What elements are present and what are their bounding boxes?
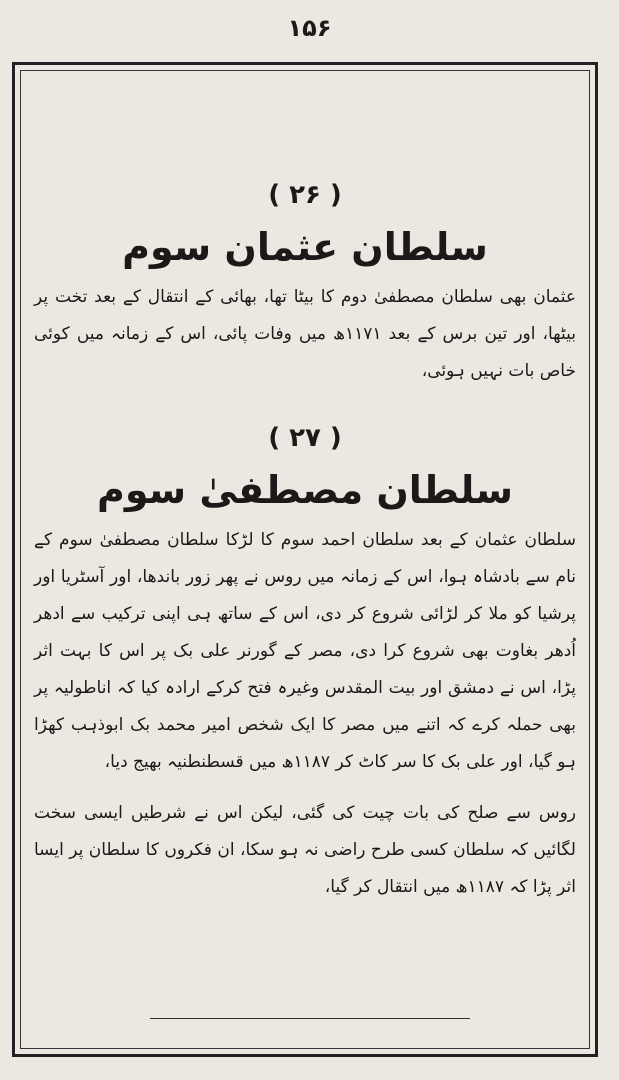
section-27 [30, 418, 580, 906]
paragraph: سلطان عثمان کے بعد سلطان احمد سوم کا لڑکا سلطان مصطفیٰ سوم کے نام سے بادشاہ ہوا، اس کے زمانہ میں روس نے پھر زور باندھا، اور آسٹریا اور پرشیا کو ملا کر لڑائی شروع کر دی، اس کے ساتھ ہی اپنی ترکیب سے ادھر اُدھر بغاوت بھی شروع کرا دی، مصر کے گورنر علی بک پر اس کا بہت اثر پڑا، اس نے دمشق اور بیت المقدس وغیرہ فتح کرکے ارادہ کیا کہ اناطولیہ پر بھی حملہ کرے کہ اتنے میں مصر کا ایک شخص امیر محمد بک ابوذہب کھڑا ہو گیا، اور علی بک کا سر کاٹ کر ۱۱۸۷ھ میں قسطنطنیہ بھیج دیا، [34, 530, 576, 772]
page-number: ۱۵۶ [287, 14, 332, 42]
section-title: سلطان مصطفیٰ سوم [97, 468, 513, 512]
section-number: ( ۲۶ ) [268, 180, 342, 210]
paragraph: عثمان بھی سلطان مصطفیٰ دوم کا بیٹا تھا، بھائی کے انتقال کے بعد تخت پر بیٹھا، اور تین برس کے بعد ۱۱۷۱ھ میں وفات پائی، اس کے زمانہ میں کوئی خاص بات نہیں ہوئی، [34, 287, 577, 381]
paragraph: روس سے صلح کی بات چیت کی گئی، لیکن اس نے شرطیں ایسی سخت لگائیں کہ سلطان کسی طرح راضی نہ ہو سکا، ان فکروں کا سلطان پر ایسا اثر پڑا کہ ۱۱۸۷ھ میں انتقال کر گیا، [34, 803, 576, 897]
section-26 [30, 175, 580, 390]
footer-rule [150, 1018, 470, 1019]
section-title: سلطان عثمان سوم [122, 225, 488, 269]
page-content [30, 175, 580, 906]
section-number: ( ۲۷ ) [268, 423, 342, 453]
